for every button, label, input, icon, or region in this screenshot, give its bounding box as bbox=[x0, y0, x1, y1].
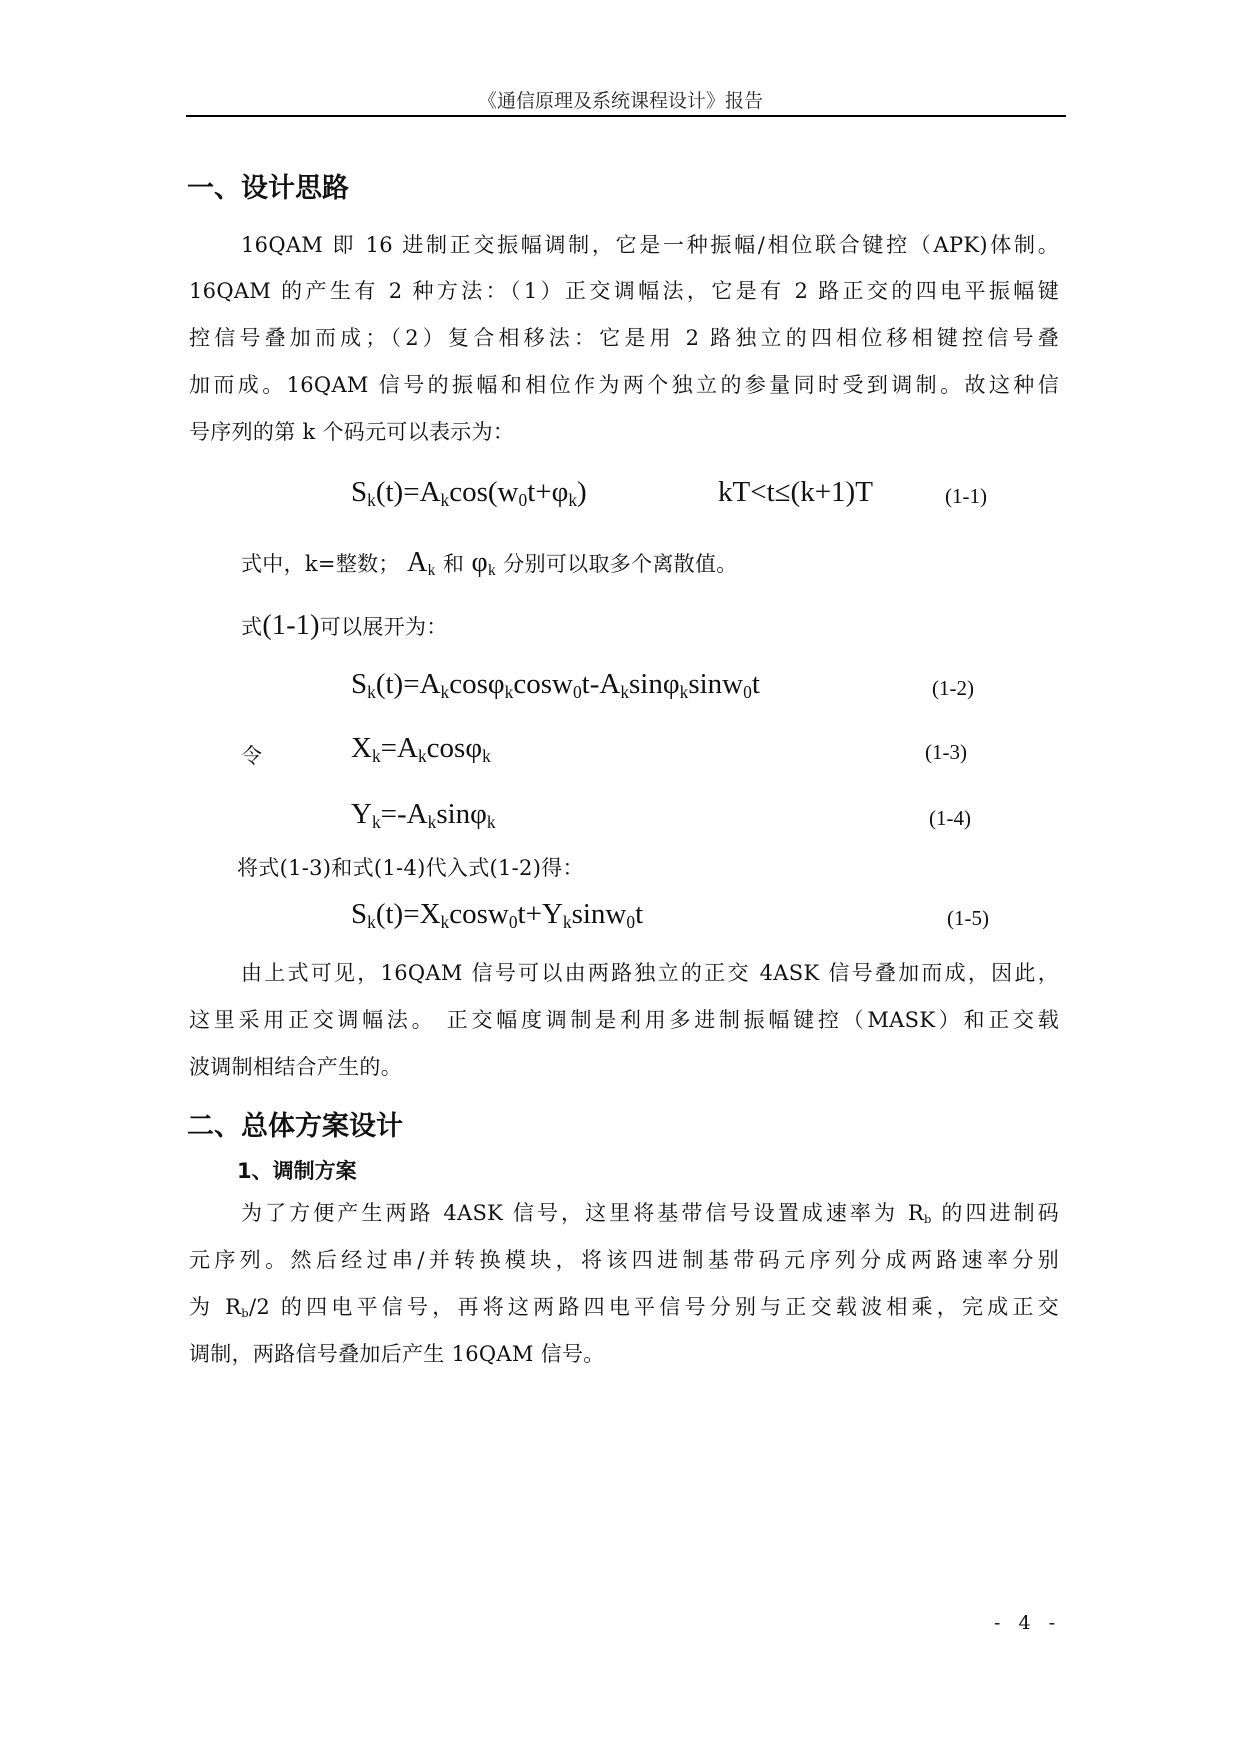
where-pre: 式中，k=整数； bbox=[241, 552, 400, 576]
equation-1-4: $Y_k=-A_k\sin\varphi_k$ bbox=[351, 798, 496, 832]
para1-line5: 号序列的第 k 个码元可以表示为： bbox=[189, 420, 515, 444]
expand-pre: 式 bbox=[241, 615, 263, 639]
equation-number-1-5: (1-5) bbox=[947, 906, 989, 930]
section2-para-line1-b: 的四进制码 bbox=[941, 1201, 1060, 1225]
para2-line2: 这里采用正交调幅法。 正交幅度调制是利用多进制振幅键控（MASK）和正交载 bbox=[189, 1008, 1059, 1032]
expand-post: 可以展开为： bbox=[319, 615, 448, 639]
substitute-line: 将式(1-3)和式(1-4)代入式(1-2)得： bbox=[237, 856, 584, 880]
let-label: 令 bbox=[241, 744, 263, 768]
page-header: 《通信原理及系统课程设计》报告 bbox=[477, 90, 763, 112]
symbol-phi-k: φk bbox=[464, 547, 496, 579]
section2-heading: 二、总体方案设计 bbox=[187, 1111, 403, 1142]
equation-number-1-2: (1-2) bbox=[932, 676, 974, 700]
section2-para-line4: 调制，两路信号叠加后产生 16QAM 信号。 bbox=[189, 1342, 605, 1366]
page-number: - 4 - bbox=[993, 1612, 1061, 1634]
equation-number-1-4: (1-4) bbox=[929, 806, 971, 830]
section2-para-line1-a: 为了方便产生两路 4ASK 信号，这里将基带信号设置成速率为 bbox=[241, 1201, 899, 1225]
subsection-modulation-heading: 1、调制方案 bbox=[237, 1159, 357, 1183]
equation-1-1-condition: kT<t≤(k+1)T bbox=[718, 476, 873, 508]
equation-1-2: $S_k(t)=A_k\cos\varphi_k\cos w_0t-A_k\sin\varphi_k\sin w_0t$ bbox=[351, 668, 760, 702]
section2-para-line3: 为 Rb/2 的四电平信号，再将这两路四电平信号分别与正交载波相乘，完成正交 bbox=[189, 1295, 1059, 1320]
expand-ref: (1-1) bbox=[262, 610, 320, 641]
section2-para-line1: 为了方便产生两路 4ASK 信号，这里将基带信号设置成速率为 Rb 的四进制码 bbox=[241, 1201, 1060, 1226]
where-post: 分别可以取多个离散值。 bbox=[503, 552, 738, 576]
symbol-a-k: Ak bbox=[399, 547, 436, 579]
section2-para-line2: 元序列。然后经过串/并转换模块，将该四进制基带码元序列分成两路速率分别 bbox=[189, 1248, 1059, 1272]
para1-line3: 控信号叠加而成；（2）复合相移法：它是用 2 路独立的四相位移相键控信号叠 bbox=[189, 326, 1059, 350]
equation-number-1-3: (1-3) bbox=[925, 740, 967, 764]
para2-line3: 波调制相结合产生的。 bbox=[189, 1055, 402, 1079]
equation-1-5: $S_k(t)=X_k\cos w_0t+Y_k\sin w_0t$ bbox=[351, 898, 644, 932]
equation-1-3: $X_k=A_k\cos\varphi_k$ bbox=[351, 732, 491, 766]
where-line bbox=[241, 547, 738, 579]
para1-line4: 加而成。16QAM 信号的振幅和相位作为两个独立的参量同时受到调制。故这种信 bbox=[189, 373, 1059, 397]
para2-line1: 由上式可见，16QAM 信号可以由两路独立的正交 4ASK 信号叠加而成，因此， bbox=[241, 961, 1059, 985]
equation-1-1: $S_k(t)=A_k\cos(w_0t+\varphi_k)$ bbox=[351, 476, 587, 510]
header-rule bbox=[186, 115, 1066, 117]
expand-line bbox=[241, 610, 448, 642]
where-and: 和 bbox=[442, 552, 465, 576]
equation-number-1-1: (1-1) bbox=[945, 484, 987, 508]
section2-para-line3-b: /2 的四电平信号，再将这两路四电平信号分别与正交载波相乘，完成正交 bbox=[248, 1295, 1059, 1319]
rb-subscript-2: b bbox=[241, 1305, 249, 1320]
section1-heading: 一、设计思路 bbox=[187, 173, 349, 204]
para1-line2: 16QAM 的产生有 2 种方法：（1）正交调幅法，它是有 2 路正交的四电平振幅键 bbox=[189, 279, 1059, 303]
section2-para-line3-a: 为 bbox=[189, 1295, 215, 1319]
rb-subscript: b bbox=[923, 1211, 932, 1226]
para1-line1: 16QAM 即 16 进制正交振幅调制，它是一种振幅/相位联合键控（APK)体制。 bbox=[241, 233, 1059, 257]
